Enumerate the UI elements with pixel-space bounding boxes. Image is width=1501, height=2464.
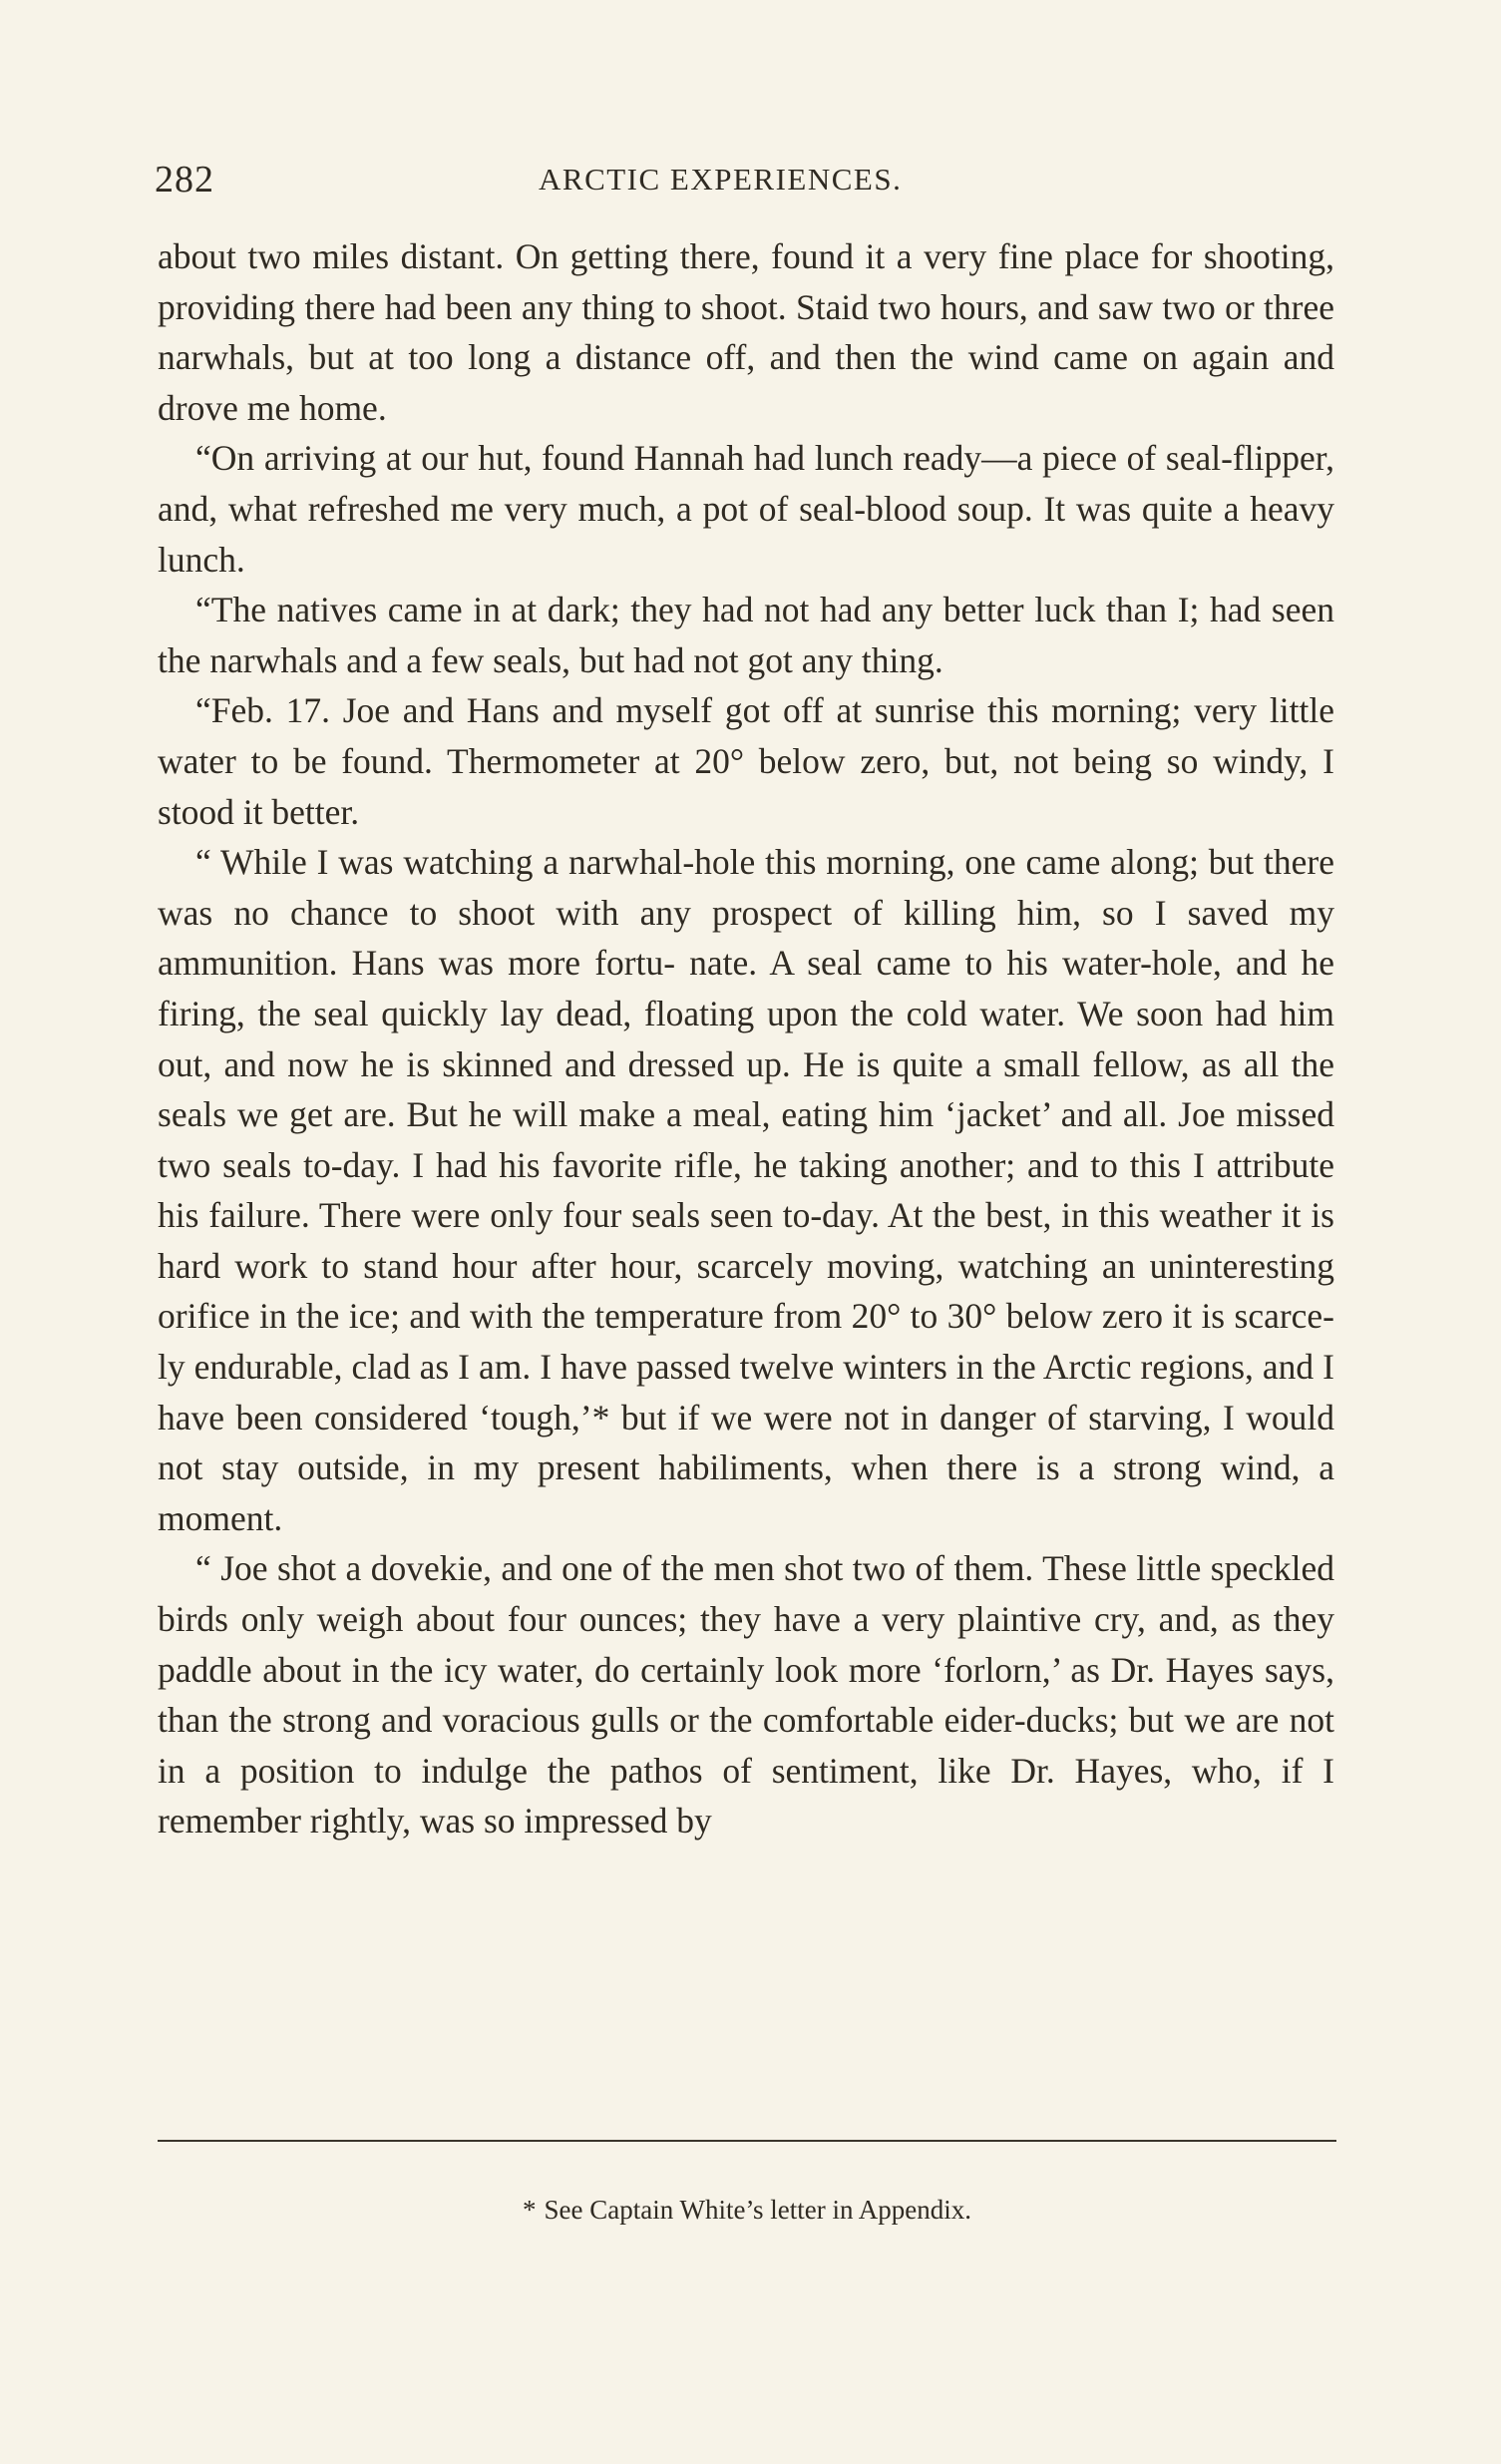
paragraph: “ While I was watching a narwhal-hole this morning, one came along; but there was no chance to shoot with any prospect of killing him, so I saved my ammunition. Hans was more fortu- nate. A seal came to his water-hole, and he firing, the seal quickly lay dead, floating upon the cold water. We soon had him out, and now he is skinned and dressed up. He is quite a small fellow, as all the seals we get are. But he will make a meal, eating him ‘jacket’ and all. Joe missed two seals to-day. I had his favorite rifle, he taking another; and to this I attribute his failure. There were only four seals seen to-day. At the best, in this weather it is hard work to stand hour after hour, scarcely moving, watching an uninteresting orifice in the ice; and with the temperature from 20° to 30° below zero it is scarce- ly endurable, clad as I am. I have passed twelve winters in the Arctic regions, and I have been considered ‘tough,’* but if we were not in danger of starving, I would not stay outside, in my present habiliments, when there is a strong wind, a moment. <box>158 842 1334 1538</box>
paragraph: “ Joe shot a dovekie, and one of the men shot two of them. These little speckled birds only weigh about four ounces; they have a very plaintive cry, and, as they paddle about in the icy water, do certainly look more ‘forlorn,’ as Dr. Hayes says, than the strong and voracious gulls or the comfortable eider-ducks; but we are not in a position to indulge the pathos of sentiment, like Dr. Hayes, who, if I remember rightly, was so impressed by <box>158 1548 1334 1842</box>
footnote-text: See Captain White’s letter in Appendix. <box>544 2195 971 2225</box>
paragraph-continuation: about two miles distant. On getting there, found it a very fine place for shooting, providing there had been any thing to shoot. Staid two hours, and saw two or three narwhals, but at too long a distance off, and then the wind came on again and drove me home. <box>158 236 1334 428</box>
footnote <box>158 2195 1336 2226</box>
paragraph: “The natives came in at dark; they had not had any better luck than I; had seen the narwhals and a few seals, but had not got any thing. <box>158 590 1334 680</box>
running-head: ARCTIC EXPERIENCES. <box>539 162 903 197</box>
footnote-divider <box>158 2140 1336 2142</box>
paragraph: “On arriving at our hut, found Hannah had lunch ready—a piece of seal-flipper, and, what refreshed me very much, a pot of seal-blood soup. It was quite a heavy lunch. <box>158 438 1334 580</box>
page-number: 282 <box>155 159 214 201</box>
body-text <box>158 231 1334 1847</box>
page-header <box>155 158 1346 207</box>
footnote-marker: * <box>523 2195 537 2225</box>
paragraph: “Feb. 17. Joe and Hans and myself got off at sunrise this morning; very little water to be found. Thermometer at 20° below zero, but, not being so windy, I stood it better. <box>158 690 1334 832</box>
